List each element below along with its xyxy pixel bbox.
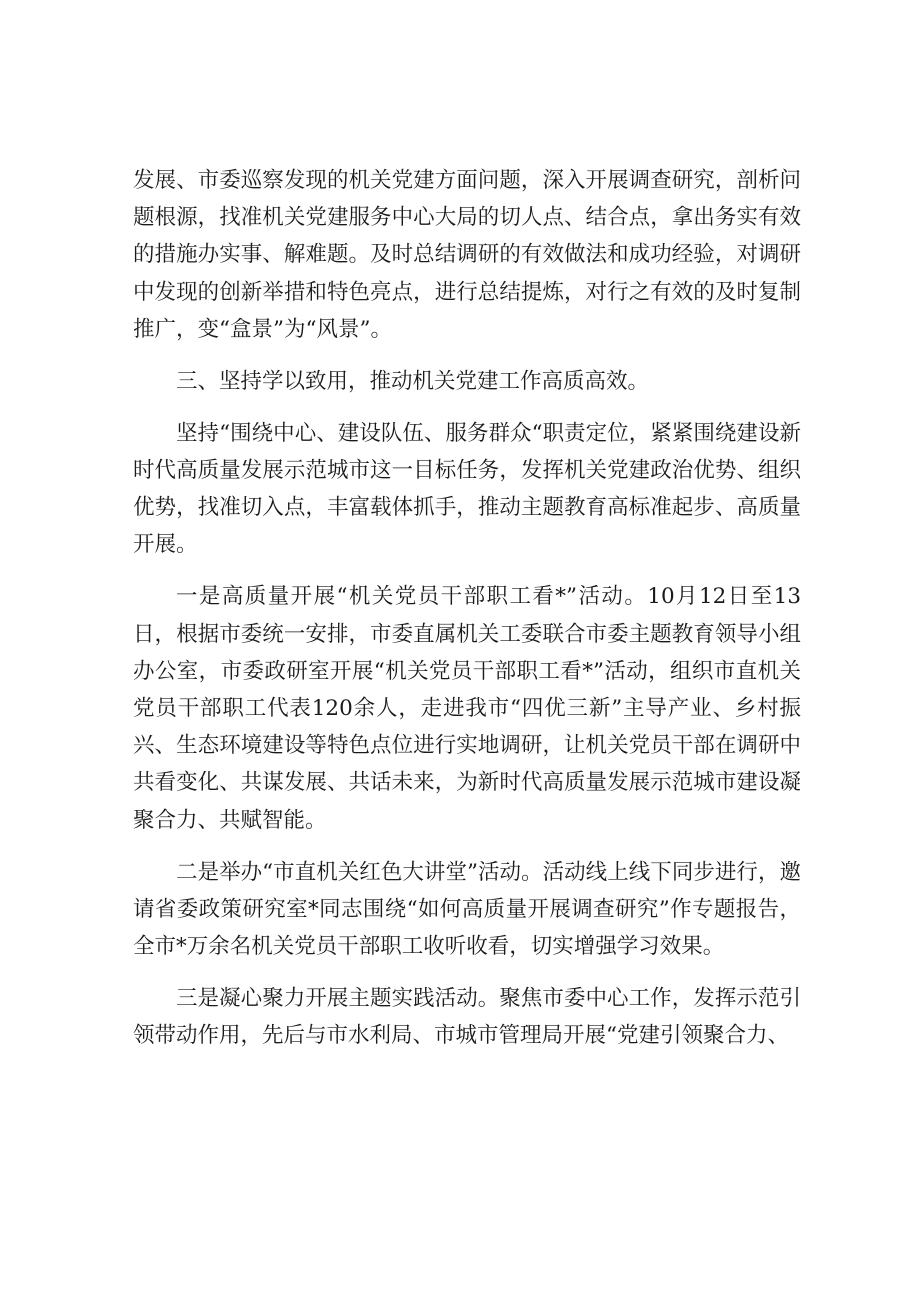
paragraph-continued: 发展、市委巡察发现的机关党建方面问题，深入开展调查研究，剖析问题根源，找准机关党建服务中心大局的切人点、结合点，拿出务实有效的措施办实事、解难题。及时总结调研的有效做法和成功经验，对调研中发现的创新举措和特色亮点，进行总结提炼，对行之有效的及时复制推广，变“盒景”为“风景”。 — [133, 168, 801, 342]
section-heading-three: 三、坚持学以致用，推动机关党建工作高质高效。 — [176, 368, 650, 394]
paragraph-item-two: 二是举办“市直机关红色大讲堂”活动。活动线上线下同步进行，邀请省委政策研究室*同志围绕“如何高质量开展调查研究”作专题报告，全市*万余名机关党员干部职工收听收看，切实增强学习效果。 — [133, 859, 801, 960]
paragraph-positioning: 坚持“围绕中心、建设队伍、服务群众“职责定位，紧紧围绕建设新时代高质量发展示范城市这一目标任务，发挥机关党建政治优势、组织优势，找准切入点，丰富载体抓手，推动主题教育高标准起步、高质量开展。 — [133, 420, 801, 558]
paragraph-item-one: 一是高质量开展“机关党员干部职工看*”活动。10月12日至13日，根据市委统一安排，市委直属机关工委联合市委主题教育领导小组办公室，市委政研室开展“机关党员干部职工看*”活动，组织市直机关党员干部职工代表120余人，走进我市“四优三新”主导产业、乡村振兴、生态环境建设等特色点位进行实地调研，让机关党员干部在调研中共看变化、共谋发展、共话未来，为新时代高质量发展示范城市建设凝聚合力、共赋智能。 — [133, 584, 801, 833]
paragraph-item-three: 三是凝心聚力开展主题实践活动。聚焦市委中心工作，发挥示范引领带动作用，先后与市水利局、市城市管理局开展“党建引领聚合力、 — [133, 986, 801, 1049]
document-body — [133, 162, 801, 1054]
